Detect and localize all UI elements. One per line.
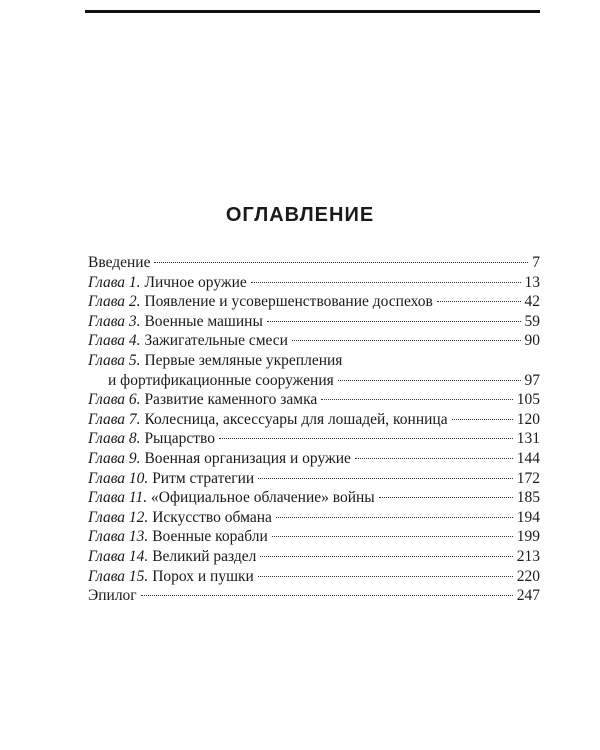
chapter-title: Личное оружие xyxy=(144,273,247,291)
page-number: 97 xyxy=(524,371,540,389)
chapter-title: Ритм стратегии xyxy=(152,469,255,487)
toc-entry xyxy=(88,351,540,371)
toc-entry-label xyxy=(88,273,247,293)
page-number: 90 xyxy=(524,332,540,350)
chapter-number: Глава 15. xyxy=(88,567,149,585)
table-of-contents xyxy=(88,253,540,606)
dot-leader xyxy=(321,399,512,400)
toc-entry-label xyxy=(88,429,215,449)
toc-entry-label xyxy=(88,312,263,332)
toc-entry xyxy=(88,312,540,332)
chapter-title-continuation: и фортификационные сооружения xyxy=(108,371,334,389)
toc-entry xyxy=(88,469,540,489)
dot-leader xyxy=(141,595,513,596)
chapter-number: Глава 10. xyxy=(88,469,149,487)
page-number: 120 xyxy=(516,410,540,428)
toc-entry xyxy=(88,331,540,351)
dot-leader xyxy=(258,478,513,479)
toc-entry xyxy=(88,292,540,312)
page-number: 247 xyxy=(516,587,540,605)
chapter-title: Первые земляные укрепления xyxy=(144,351,343,369)
page-number: 185 xyxy=(516,489,540,507)
page-number: 213 xyxy=(516,547,540,565)
toc-entry-continuation xyxy=(88,371,540,391)
toc-entry-label xyxy=(88,527,268,547)
toc-entry xyxy=(88,488,540,508)
toc-entry-label xyxy=(88,253,150,273)
chapter-number: Глава 7. xyxy=(88,410,141,428)
dot-leader xyxy=(154,262,528,263)
chapter-number: Глава 14. xyxy=(88,547,149,565)
toc-entry xyxy=(88,449,540,469)
toc-entry-label xyxy=(88,390,317,410)
toc-entry xyxy=(88,527,540,547)
toc-entry-label xyxy=(88,586,137,606)
toc-entry xyxy=(88,390,540,410)
toc-entry-label xyxy=(88,488,375,508)
page-number: 105 xyxy=(516,391,540,409)
chapter-title: Колесница, аксессуары для лошадей, конница xyxy=(144,410,448,428)
toc-entry xyxy=(88,429,540,449)
chapter-title: Военная организация и оружие xyxy=(144,449,351,467)
chapter-title: Рыцарство xyxy=(144,430,216,448)
chapter-number: Глава 5. xyxy=(88,351,141,369)
chapter-number: Глава 9. xyxy=(88,449,141,467)
page-number: 131 xyxy=(516,430,540,448)
toc-entry xyxy=(88,586,540,606)
chapter-title: Военные машины xyxy=(144,312,263,330)
dot-leader xyxy=(219,438,513,439)
toc-entry-label xyxy=(88,508,272,528)
toc-entry-label xyxy=(88,567,254,587)
page-number: 220 xyxy=(516,567,540,585)
dot-leader xyxy=(272,536,513,537)
toc-entry xyxy=(88,253,540,273)
toc-entry-label xyxy=(88,351,342,371)
chapter-title: Эпилог xyxy=(88,587,137,605)
chapter-title: Развитие каменного замка xyxy=(144,391,318,409)
chapter-number: Глава 13. xyxy=(88,528,149,546)
page-title: ОГЛАВЛЕНИЕ xyxy=(225,204,375,226)
chapter-number: Глава 12. xyxy=(88,508,149,526)
dot-leader xyxy=(267,321,521,322)
chapter-number: Глава 2. xyxy=(88,293,141,311)
chapter-number: Глава 3. xyxy=(88,312,141,330)
toc-entry xyxy=(88,547,540,567)
chapter-title: Искусство обмана xyxy=(152,508,272,526)
toc-entry-label xyxy=(88,547,256,567)
chapter-title: «Официальное облачение» войны xyxy=(151,489,375,507)
dot-leader xyxy=(379,497,513,498)
toc-entry xyxy=(88,567,540,587)
dot-leader xyxy=(276,517,513,518)
toc-entry xyxy=(88,508,540,528)
toc-entry-label xyxy=(88,449,351,469)
dot-leader xyxy=(260,556,512,557)
dot-leader xyxy=(437,301,521,302)
toc-entry-label xyxy=(88,331,288,351)
chapter-title: Появление и усовершенствование доспехов xyxy=(144,293,433,311)
chapter-title: Военные корабли xyxy=(152,528,268,546)
page-number: 199 xyxy=(516,528,540,546)
toc-entry xyxy=(88,273,540,293)
page-number: 13 xyxy=(524,273,540,291)
chapter-title: Введение xyxy=(88,254,151,271)
chapter-number: Глава 11. xyxy=(88,489,148,507)
page-number: 172 xyxy=(516,469,540,487)
chapter-number: Глава 4. xyxy=(88,332,141,350)
dot-leader xyxy=(292,340,521,341)
chapter-number: Глава 6. xyxy=(88,391,141,409)
dot-leader xyxy=(452,419,513,420)
toc-entry-label xyxy=(88,292,433,312)
dot-leader xyxy=(338,380,521,381)
toc-entry xyxy=(88,410,540,430)
top-rule xyxy=(85,10,540,13)
toc-entry-label xyxy=(88,469,254,489)
page-number: 42 xyxy=(524,293,540,311)
page-number: 7 xyxy=(532,254,540,271)
chapter-number: Глава 8. xyxy=(88,430,141,448)
chapter-number: Глава 1. xyxy=(88,273,141,291)
chapter-title: Зажигательные смеси xyxy=(144,332,288,350)
chapter-title: Великий раздел xyxy=(152,547,257,565)
dot-leader xyxy=(258,576,513,577)
dot-leader xyxy=(355,458,513,459)
dot-leader xyxy=(251,282,521,283)
toc-entry-label xyxy=(88,410,448,430)
page-number: 194 xyxy=(516,508,540,526)
page-number: 144 xyxy=(516,449,540,467)
chapter-title: Порох и пушки xyxy=(152,567,254,585)
page-number: 59 xyxy=(524,312,540,330)
